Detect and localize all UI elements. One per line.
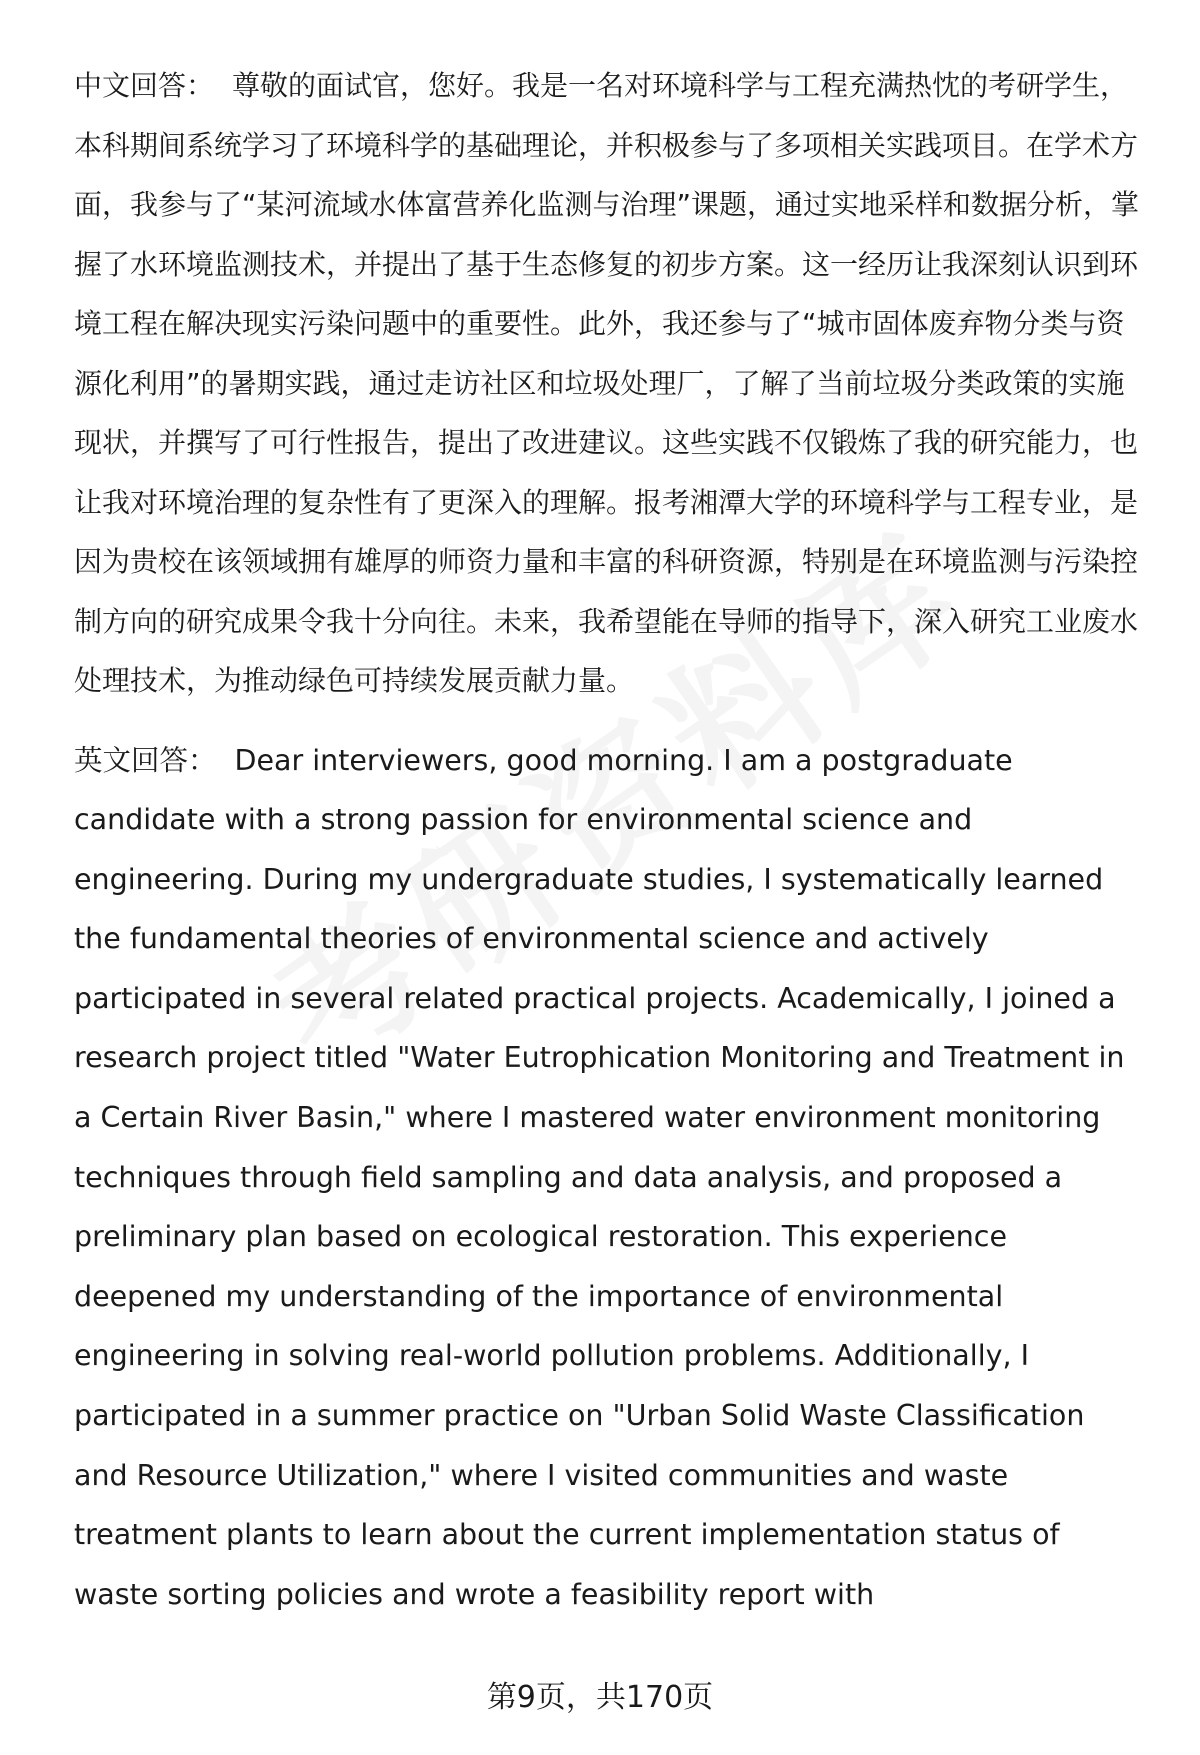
chinese-answer-text: 尊敬的面试官，您好。我是一名对环境科学与工程充满热忱的考研学生，本科期间系统学习了环境科学的基础理论，并积极参与了多项相关实践项目。在学术方面，我参与了“某河流域水体富营养化监测与治理”课题，通过实地采样和数据分析，掌握了水环境监测技术，并提出了基于生态修复的初步方案。这一经历让我深刻认识到环境工程在解决现实污染问题中的重要性。此外，我还参与了“城市固体废弃物分类与资源化利用”的暑期实践，通过走访社区和垃圾处理厂，了解了当前垃圾分类政策的实施现状，并撰写了可行性报告，提出了改进建议。这些实践不仅锻炼了我的研究能力，也让我对环境治理的复杂性有了更深入的理解。报考湘潭大学的环境科学与工程专业，是因为贵校在该领域拥有雄厚的师资力量和丰富的科研资源，特别是在环境监测与污染控制方向的研究成果令我十分向往。未来，我希望能在导师的指导下，深入研究工业废水处理技术，为推动绿色可持续发展贡献力量。 xyxy=(74,69,1140,697)
chinese-answer-label: 中文回答： xyxy=(74,69,215,102)
english-answer-label: 英文回答： xyxy=(74,743,217,777)
chinese-answer-paragraph xyxy=(74,56,1144,711)
document-body xyxy=(74,56,1144,1624)
english-answer-paragraph xyxy=(74,731,1144,1625)
page-number: 第9页，共170页 xyxy=(486,1680,714,1715)
english-answer-text: Dear interviewers, good morning. I am a postgraduate candidate with a strong passion for environmental science and engineering. During my undergraduate studies, I systematically learned the fundamental theories of environmental science and actively participated in several related practical projects. Academically, I joined a research project titled "Water Eutrophication Monitoring and Treatment in a Certain River Basin," where I mastered water environment monitoring techniques through field sampling and data analysis, and proposed a preliminary plan based on ecological restoration. This experience deepened my understanding of the importance of environmental engineering in solving real-world pollution problems. Additionally, I participated in a summer practice on "Urban Solid Waste Classification and Resource Utilization," where I visited communities and waste treatment plants to learn about the current implementation status of waste sorting policies and wrote a feasibility report with xyxy=(74,743,1125,1611)
